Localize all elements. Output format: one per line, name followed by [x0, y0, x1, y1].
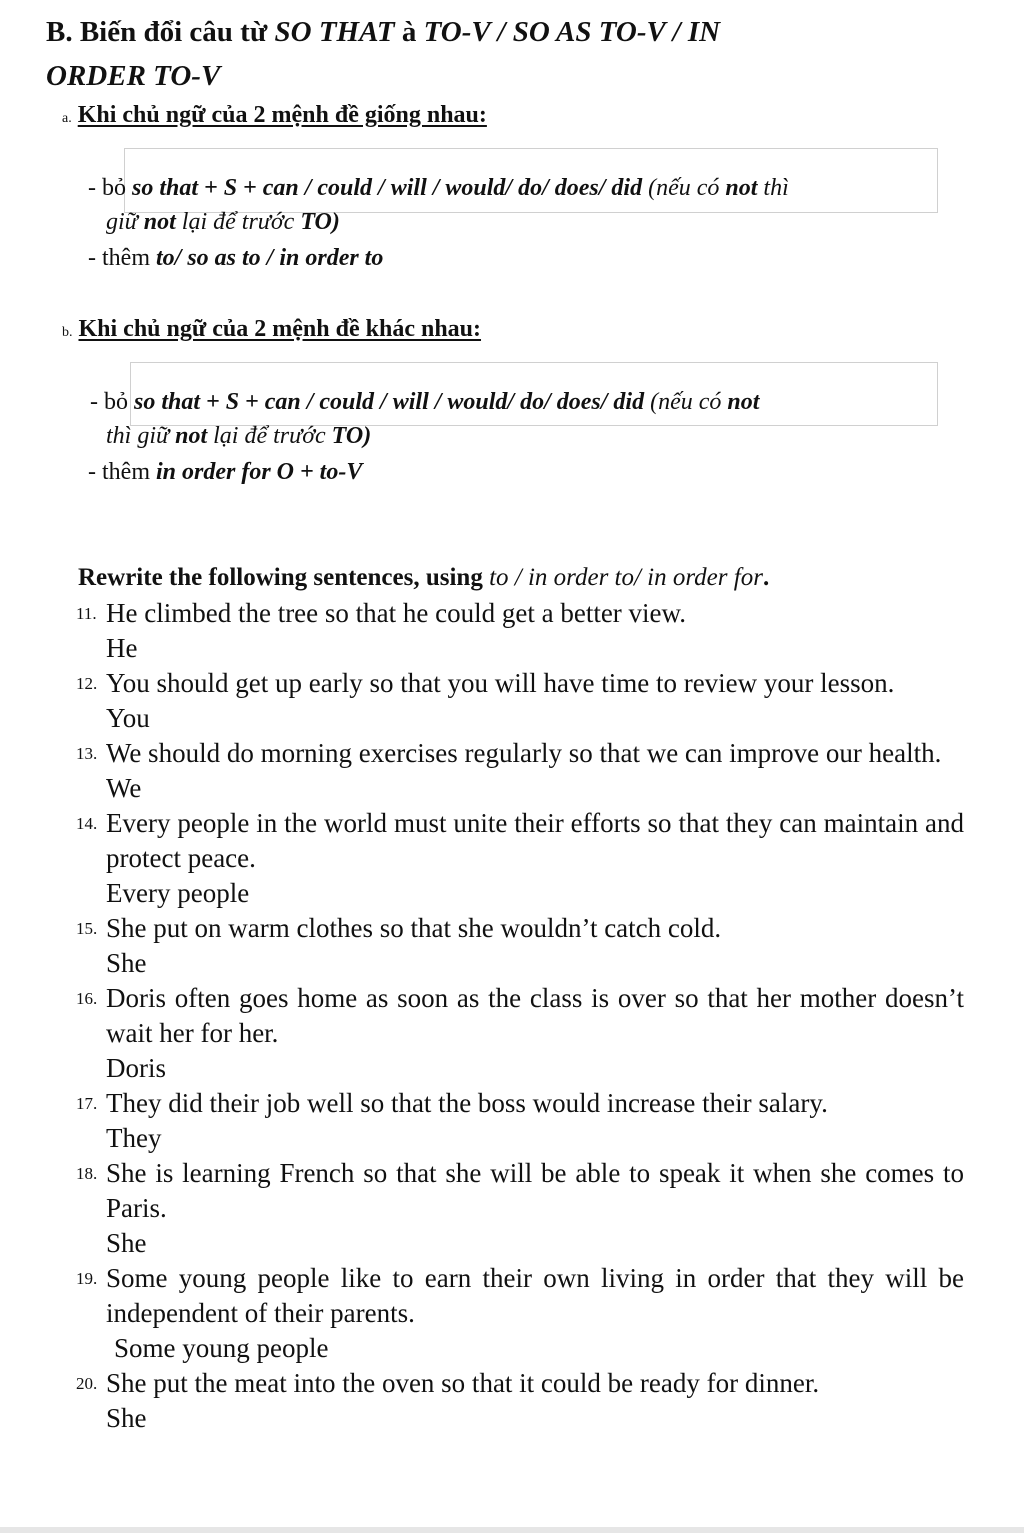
part-a-rule2-dash: - thêm	[88, 245, 156, 271]
exercise-number: 12.	[76, 674, 98, 693]
exercise-answer-start: We	[106, 773, 142, 803]
part-a-rule1-cont-not: not	[143, 209, 176, 235]
part-b-rule1-note: (nếu có	[644, 389, 728, 415]
part-b-rule1-cont	[106, 420, 371, 452]
exercise-answer-start: Some young people	[114, 1333, 329, 1363]
part-b-rule1-cont-not: not	[175, 423, 208, 449]
part-a-rule1	[88, 172, 789, 204]
exercise-item	[76, 1366, 964, 1436]
exercise-sentence: Every people in the world must unite their efforts so that they can maintain and protect peace.	[106, 808, 964, 873]
exercise-number: 18.	[76, 1164, 98, 1183]
instruction-italic: to / in order to/ in order for	[489, 564, 763, 591]
part-a-rule1-not: not	[725, 175, 758, 201]
part-b-heading-text: Khi chủ ngữ của 2 mệnh đề khác nhau:	[78, 316, 482, 342]
exercise-number: 13.	[76, 744, 98, 763]
part-a-rule1-cont-to: TO)	[300, 209, 340, 235]
part-b-heading	[62, 314, 481, 348]
exercise-item	[76, 736, 964, 806]
exercise-number: 16.	[76, 989, 98, 1008]
exercise-answer-start: She	[106, 948, 147, 978]
exercise-sentence: She is learning French so that she will be able to speak it when she comes to Paris.	[106, 1158, 964, 1223]
exercise-sentence: She put on warm clothes so that she wouldn’t catch cold.	[106, 913, 722, 943]
part-b-rule2-dash: - thêm	[88, 459, 156, 485]
exercise-item	[76, 911, 964, 981]
part-a-rule1-cont-pre: giữ	[106, 209, 144, 235]
bottom-edge	[0, 1527, 1024, 1533]
part-b-letter: b.	[62, 325, 73, 340]
part-a-rule1-cont-mid: lại để trước	[175, 209, 301, 235]
exercise-sentence: You should get up early so that you will have time to review your lesson.	[106, 668, 895, 698]
section-title-targets-line2: ORDER TO-V	[46, 60, 221, 92]
exercise-answer-start: She	[106, 1228, 147, 1258]
section-title-arrow: à	[394, 16, 424, 48]
exercise-number: 14.	[76, 814, 98, 833]
exercise-item	[76, 1086, 964, 1156]
exercise-answer-start: He	[106, 633, 138, 663]
part-b-rule2-formula: in order for O + to-V	[155, 459, 363, 485]
instruction-end: .	[762, 564, 770, 591]
part-b-rule1	[90, 386, 759, 418]
part-a-rule2	[88, 242, 383, 274]
part-a-rule1-cont	[106, 206, 340, 238]
exercise-sentence: They did their job well so that the boss would increase their salary.	[106, 1088, 828, 1118]
exercise-number: 20.	[76, 1374, 98, 1393]
exercise-item	[76, 806, 964, 911]
exercise-item	[76, 666, 964, 736]
exercise-item	[76, 596, 964, 666]
part-b-rule1-formula: so that + S + can / could / will / would/ do/ does/ did	[134, 389, 645, 415]
exercise-item	[76, 1156, 964, 1261]
exercise-sentence: He climbed the tree so that he could get a better view.	[106, 598, 687, 628]
exercise-list	[76, 596, 964, 1436]
exercise-answer-start: They	[106, 1123, 162, 1153]
exercise-answer-start: Doris	[106, 1053, 166, 1083]
exercise-sentence: Doris often goes home as soon as the class is over so that her mother doesn’t wait her for her.	[106, 983, 964, 1048]
section-title-so-that: SO THAT	[274, 16, 395, 48]
part-a-heading-text: Khi chủ ngữ của 2 mệnh đề giống nhau:	[77, 102, 487, 128]
exercise-number: 15.	[76, 919, 98, 938]
exercise-item	[76, 981, 964, 1086]
part-b-rule1-cont-to: TO)	[331, 423, 372, 449]
part-b-rule1-cont-mid: lại để trước	[207, 423, 332, 449]
section-title-targets-line1: TO-V / SO AS TO-V / IN	[423, 16, 721, 48]
part-a-rule1-note-post: thì	[757, 175, 789, 201]
section-title-prefix: B. Biến đổi câu từ	[46, 16, 275, 48]
part-a-letter: a.	[62, 111, 72, 126]
part-a-rule1-note: (nếu có	[642, 175, 726, 201]
exercise-answer-start: She	[106, 1403, 147, 1433]
instruction-bold: Rewrite the following sentences, using	[78, 564, 490, 591]
part-a-rule1-dash: - bỏ	[88, 175, 132, 201]
exercise-sentence: She put the meat into the oven so that it could be ready for dinner.	[106, 1368, 820, 1398]
exercise-answer-start: You	[106, 703, 150, 733]
part-b-rule1-cont-pre: thì giữ	[106, 423, 176, 449]
exercise-instruction	[78, 562, 769, 594]
exercise-sentence: We should do morning exercises regularly so that we can improve our health.	[106, 738, 942, 768]
part-b-rule1-dash: - bỏ	[90, 389, 134, 415]
part-a-heading	[62, 100, 487, 134]
exercise-answer-start: Every people	[106, 878, 250, 908]
part-b-rule2	[88, 456, 362, 488]
part-a-rule2-formula: to/ so as to / in order to	[155, 245, 384, 271]
exercise-item	[76, 1261, 964, 1366]
part-a-rule1-formula: so that + S + can / could / will / would/ do/ does/ did	[132, 175, 643, 201]
exercise-number: 19.	[76, 1269, 98, 1288]
exercise-number: 17.	[76, 1094, 98, 1113]
exercise-sentence: Some young people like to earn their own living in order that they will be independent of their parents.	[106, 1263, 964, 1328]
section-title	[46, 10, 946, 98]
part-b-rule1-not: not	[727, 389, 760, 415]
exercise-number: 11.	[76, 604, 97, 623]
